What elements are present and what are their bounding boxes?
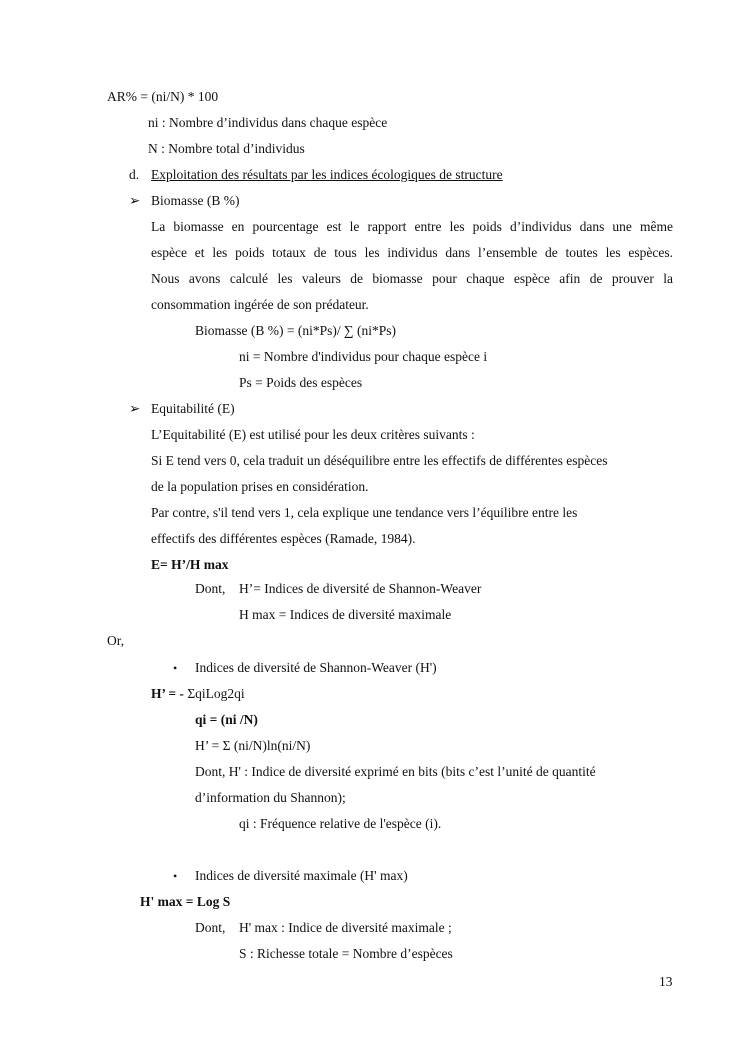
equitabilite-line-5: effectifs des différentes espèces (Ramade, 1984). (151, 531, 416, 546)
arrow-bullet-icon: ➢ (129, 401, 141, 416)
shannon-formula (151, 686, 245, 702)
shannon-alt-formula: H’ = Σ (ni/N)ln(ni/N) (195, 738, 311, 753)
biomasse-para-line-1: La biomasse en pourcentage est le rapport entre les poids d’individus dans une même (151, 219, 673, 234)
shannon-def-line-2: d’information du Shannon); (195, 790, 346, 805)
hmax-heading: Indices de diversité maximale (H' max) (195, 868, 408, 883)
qi-formula: qi = (ni /N) (195, 712, 258, 727)
hmax-def-s: S : Richesse totale = Nombre d’espèces (239, 946, 453, 961)
hmax-def: H' max : Indice de diversité maximale ; (239, 920, 452, 935)
equitabilite-def-hmax: H max = Indices de diversité maximale (239, 607, 452, 622)
shannon-heading: Indices de diversité de Shannon-Weaver (H') (195, 660, 437, 675)
hmax-formula: H' max = Log S (140, 894, 231, 909)
equitabilite-line-4: Par contre, s'il tend vers 1, cela explique une tendance vers l’équilibre entre les (151, 505, 578, 520)
equitabilite-line-3: de la population prises en considération. (151, 479, 369, 494)
biomasse-heading-row (129, 193, 240, 209)
equitabilite-line-1: L’Equitabilité (E) est utilisé pour les deux critères suivants : (151, 427, 475, 442)
arrow-bullet-icon: ➢ (129, 193, 141, 208)
ar-definition-n: N : Nombre total d’individus (148, 141, 305, 156)
biomasse-para-line-2: espèce et les poids totaux de tous les individus dans l’ensemble de toutes les espèces. (151, 245, 673, 260)
biomasse-heading: Biomasse (B %) (151, 193, 240, 208)
equitabilite-line-2: Si E tend vers 0, cela traduit un déséquilibre entre les effectifs de différentes espèces (151, 453, 608, 468)
equitabilite-def-h: H’= Indices de diversité de Shannon-Weaver (239, 581, 482, 596)
biomasse-def-ni: ni = Nombre d'individus pour chaque espèce i (239, 349, 488, 364)
ar-definition-ni: ni : Nombre d’individus dans chaque espèce (148, 115, 388, 130)
biomasse-para-line-3: Nous avons calculé les valeurs de biomasse pour chaque espèce afin de prouver la (151, 271, 673, 286)
biomasse-def-ps: Ps = Poids des espèces (239, 375, 363, 390)
equitabilite-formula: E= H’/H max (151, 557, 229, 572)
equitabilite-heading-row (129, 401, 235, 417)
biomasse-para-line-4: consommation ingérée de son prédateur. (151, 297, 369, 312)
shannon-def-qi: qi : Fréquence relative de l'espèce (i). (239, 816, 442, 831)
section-d-marker: d. (129, 167, 140, 182)
biomasse-formula: Biomasse (B %) = (ni*Ps)/ ∑ (ni*Ps) (195, 323, 396, 338)
bullet-icon: • (173, 661, 178, 675)
shannon-formula-bold: H’ = - (151, 686, 184, 701)
bullet-icon: • (173, 869, 178, 883)
or-label: Or, (107, 633, 125, 648)
hmax-dont: Dont, (195, 920, 226, 935)
shannon-def-line-1: Dont, H' : Indice de diversité exprimé en bits (bits c’est l’unité de quantité (195, 764, 596, 779)
page-number: 13 (659, 974, 673, 989)
equitabilite-dont: Dont, (195, 581, 226, 596)
equitabilite-heading: Equitabilité (E) (151, 401, 235, 416)
section-d-title: Exploitation des résultats par les indices écologiques de structure (151, 167, 503, 182)
shannon-formula-rest: ΣqiLog2qi (183, 686, 245, 701)
ar-formula: AR% = (ni/N) * 100 (107, 89, 219, 104)
